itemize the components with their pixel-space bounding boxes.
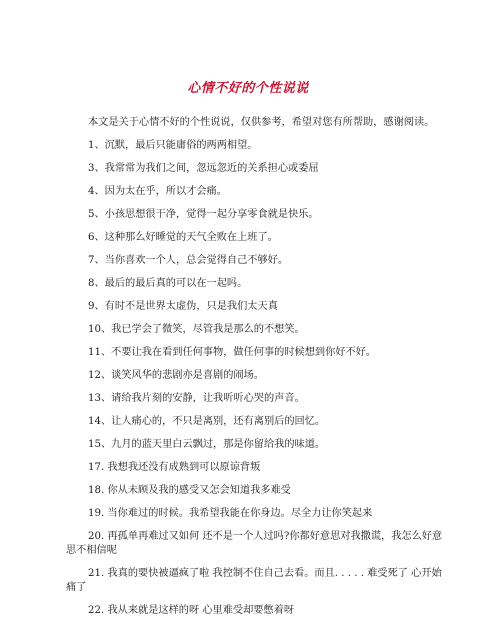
document-title: 心情不好的个性说说 [187, 81, 309, 96]
list-item: 13、请给我片刻的安静，让我听听心哭的声音。 [88, 393, 305, 404]
list-item: 7、当你喜欢一个人，总会觉得自己不够好。 [88, 255, 289, 266]
intro-paragraph: 本文是关于心情不好的个性说说，仅供参考，希望对您有所帮助，感谢阅读。 [88, 117, 435, 128]
document-body [66, 116, 446, 627]
list-item: 1、沉默，最后只能庸俗的两两相望。 [88, 140, 258, 151]
list-item: 5、小孩思想很干净，觉得一起分享零食就是快乐。 [88, 209, 319, 220]
list-item: 11、不要让我在看到任何事物，做任何事的时候想到你好不好。 [88, 347, 377, 358]
list-item: 6、这种那么好睡觉的天气全败在上班了。 [88, 232, 278, 243]
list-item: 22. 我从来就是这样的呀 心里难受却要憋着呀 [88, 605, 295, 616]
list-item: 19. 当你难过的时候。我希望我能在你身边。尽全力让你笑起来 [88, 508, 373, 519]
list-item: 9、有时不是世界太虚伪，只是我们太天真 [88, 301, 278, 312]
list-item: 14、让人痛心的，不只是离别，还有离别后的回忆。 [88, 416, 326, 427]
list-item-wrapped: 21. 我真的要快被逼疯了啦 我控制不住自己去看。而且. . . . . 难受死了 心开始痛了 [66, 568, 442, 593]
list-item: 15、九月的蓝天里白云飘过，那是你留给我的味道。 [88, 439, 326, 450]
list-item: 18. 你从未顾及我的感受又怎会知道我多难受 [88, 485, 291, 496]
list-item: 17. 我想我还没有成熟到可以原谅背叛 [88, 462, 261, 473]
list-item: 3、我常常为我们之间，忽远忽近的关系担心或委屈 [88, 163, 319, 174]
list-item: 4、因为太在乎，所以才会痛。 [88, 186, 227, 197]
list-item: 10、我已学会了微笑，尽管我是那么的不想笑。 [88, 324, 305, 335]
list-item-wrapped: 20. 再孤单再难过又如何 还不是一个人过吗?你都好意思对我撒谎，我怎么好意思不相信呢 [66, 531, 443, 556]
list-item: 8、最后的最后真的可以在一起吗。 [88, 278, 248, 289]
list-item: 12、谈笑风华的悲剧亦是喜剧的闹场。 [88, 370, 264, 381]
